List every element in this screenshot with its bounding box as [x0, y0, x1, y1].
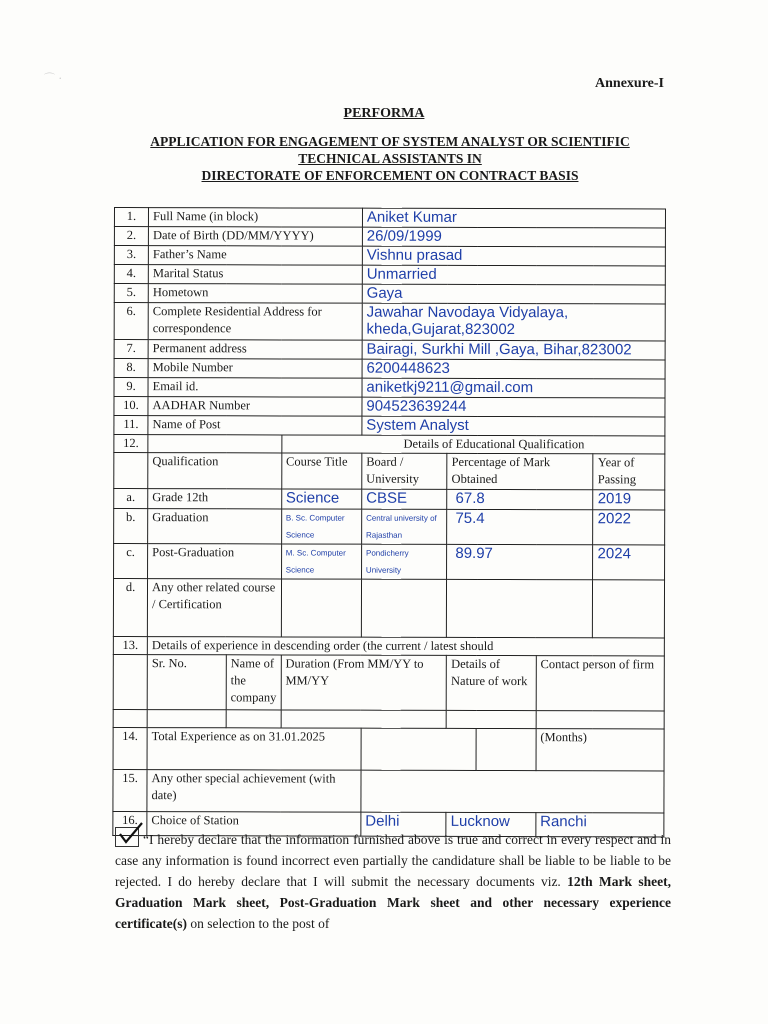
row-number: 3. [114, 246, 148, 265]
special-achievement-label: Any other special achievement (with date) [147, 770, 361, 813]
special-achievement-row [113, 769, 664, 812]
percentage-field[interactable]: 89.97 [447, 544, 593, 579]
header-contact-person: Contact person of firm [536, 656, 664, 711]
sr-no-field[interactable] [147, 710, 226, 728]
percentage-field[interactable] [447, 579, 593, 637]
row-value-field[interactable]: Unmarried [362, 265, 665, 285]
board-university-field[interactable]: CBSE [362, 489, 447, 509]
form-row [114, 208, 665, 228]
form-title-line3: DIRECTORATE OF ENFORCEMENT ON CONTRACT BASIS [201, 168, 579, 183]
qualification-name: Grade 12th [148, 489, 282, 509]
experience-header-row [113, 654, 664, 710]
row-label: Father’s Name [148, 246, 362, 266]
year-field[interactable] [593, 580, 665, 638]
row-number: a. [114, 489, 148, 509]
row-number: 8. [114, 359, 148, 378]
contact-person-field[interactable] [536, 711, 664, 729]
form-title [100, 133, 680, 184]
station-choice-3[interactable]: Ranchi [536, 813, 664, 837]
total-experience-spacer [476, 728, 536, 770]
education-row [114, 509, 665, 545]
header-qualification: Qualification [148, 453, 282, 489]
row-value-field[interactable]: aniketkj9211@gmail.com [362, 378, 665, 398]
row-label: Email id. [148, 378, 362, 398]
board-university-field[interactable]: Pondicherry University [361, 544, 446, 579]
form-row [114, 378, 665, 398]
form-row [114, 359, 665, 379]
experience-title-row [113, 636, 664, 655]
form-row [114, 265, 665, 285]
performa-heading: PERFORMA [343, 106, 425, 121]
row-number: 10. [114, 397, 148, 416]
row-number: 13. [113, 636, 147, 654]
row-label: Marital Status [148, 265, 362, 285]
form-row [114, 397, 665, 417]
row-number: 2. [114, 227, 148, 246]
total-experience-field[interactable] [361, 728, 476, 770]
form-row [114, 416, 665, 436]
row-number: 16. [113, 811, 147, 835]
form-title-line2: TECHNICAL ASSISTANTS IN [298, 151, 482, 166]
row-value-field[interactable]: Bairagi, Surkhi Mill ,Gaya, Bihar,823002 [362, 340, 665, 360]
declaration-documents: 12th Mark sheet, Graduation Mark sheet, Post-Graduation Mark sheet and other necessary experience certificate(s) [115, 874, 671, 931]
row-number: 14. [113, 727, 147, 769]
row-value-field[interactable]: Vishnu prasad [362, 246, 665, 266]
row-number: 5. [114, 284, 148, 303]
form-row [114, 340, 665, 360]
qualification-name: Graduation [148, 509, 282, 544]
station-choice-2[interactable]: Lucknow [446, 812, 536, 836]
row-number: 9. [114, 378, 148, 397]
course-title-field[interactable] [281, 579, 361, 637]
year-field[interactable]: 2022 [593, 510, 665, 545]
row-label: AADHAR Number [148, 397, 362, 417]
percentage-field[interactable]: 67.8 [447, 489, 593, 509]
education-row [113, 579, 664, 638]
checkmark-icon [118, 822, 144, 846]
row-value-field[interactable]: Jawahar Navodaya Vidyalaya, kheda,Gujarat,823002 [362, 303, 665, 341]
row-value-field[interactable]: 904523639244 [362, 397, 665, 417]
row-number: b. [114, 509, 148, 544]
row-number: 7. [114, 340, 148, 359]
header-percentage: Percentage of Mark Obtained [447, 453, 593, 489]
education-row [114, 489, 665, 510]
form-row [114, 227, 665, 247]
board-university-field[interactable] [361, 579, 447, 637]
header-board-university: Board / University [362, 453, 447, 489]
qualification-name: Post-Graduation [148, 544, 282, 579]
row-number: 15. [113, 769, 147, 811]
education-header-spacer [114, 453, 148, 489]
company-field[interactable] [226, 710, 281, 728]
course-title-field[interactable]: Science [281, 489, 361, 509]
course-title-field[interactable]: M. Sc. Computer Science [281, 544, 361, 579]
row-label: Hometown [148, 284, 362, 304]
annexure-label: Annexure-I [595, 76, 664, 91]
education-title-spacer [148, 435, 282, 453]
row-value-field[interactable]: System Analyst [362, 416, 665, 436]
declaration-checkbox[interactable] [115, 827, 139, 847]
header-company: Name of the company [226, 655, 281, 710]
year-field[interactable]: 2024 [593, 545, 665, 580]
station-label: Choice of Station [147, 812, 361, 837]
education-title: Details of Educational Qualification [282, 435, 665, 454]
form-row [114, 284, 665, 304]
row-number: 1. [114, 208, 148, 227]
header-year: Year of Passing [593, 454, 665, 490]
form-row [114, 303, 665, 341]
education-row [114, 544, 665, 580]
row-label: Complete Residential Address for correspondence [148, 303, 362, 341]
row-number: 6. [114, 303, 148, 340]
header-course-title: Course Title [281, 453, 361, 489]
row-label: Full Name (in block) [148, 208, 362, 228]
row-value-field[interactable]: 6200448623 [362, 359, 665, 379]
total-experience-row [113, 727, 664, 770]
declaration-text [115, 827, 671, 934]
months-label: (Months) [536, 729, 664, 771]
duration-field[interactable] [281, 710, 447, 728]
row-label: Date of Birth (DD/MM/YYYY) [148, 227, 362, 247]
year-field[interactable]: 2019 [593, 490, 665, 510]
qualification-name: Any other related course / Certification [147, 579, 281, 637]
row-number: 4. [114, 265, 148, 284]
row-label: Mobile Number [148, 359, 362, 379]
experience-blank-row [113, 709, 664, 728]
form-row [114, 246, 665, 266]
education-title-row [114, 435, 665, 454]
margin-scribble: ⌒ · [44, 72, 62, 85]
row-number: d. [113, 579, 147, 637]
row-number: c. [114, 544, 148, 579]
row-label: Permanent address [148, 340, 362, 360]
board-university-field[interactable]: Central university of Rajasthan [362, 509, 447, 544]
declaration-part2: on selection to the post of [186, 916, 330, 931]
percentage-field[interactable]: 75.4 [447, 509, 593, 544]
header-duration: Duration (From MM/YY to MM/YY [281, 655, 447, 710]
row-value-field[interactable]: Aniket Kumar [362, 208, 665, 228]
education-header-row [114, 453, 665, 490]
declaration-part1: “I hereby declare that the information furnished above is true and correct in every respect and in case any information is found incorrect even partially the candidature shall be liable to be liable to be rejected. I do hereby declare that I will submit the necessary documents viz. [115, 832, 671, 889]
experience-blank-spacer [113, 709, 147, 727]
header-nature-of-work: Details of Nature of work [446, 655, 536, 710]
row-value-field[interactable]: Gaya [362, 284, 665, 304]
station-choice-1[interactable]: Delhi [361, 812, 446, 836]
total-experience-label: Total Experience as on 31.01.2025 [147, 728, 361, 771]
form-title-line1: APPLICATION FOR ENGAGEMENT OF SYSTEM ANALYST OR SCIENTIFIC [150, 134, 630, 149]
nature-of-work-field[interactable] [446, 710, 535, 728]
header-sr-no: Sr. No. [147, 655, 226, 710]
row-value-field[interactable]: 26/09/1999 [362, 227, 665, 247]
application-form-table [112, 207, 666, 837]
special-achievement-field[interactable] [361, 770, 664, 813]
row-number: 12. [114, 435, 148, 453]
experience-header-spacer [113, 654, 147, 709]
course-title-field[interactable]: B. Sc. Computer Science [281, 509, 361, 544]
row-number: 11. [114, 416, 148, 435]
row-label: Name of Post [148, 416, 362, 436]
experience-title: Details of experience in descending order (the current / latest should [147, 637, 664, 656]
